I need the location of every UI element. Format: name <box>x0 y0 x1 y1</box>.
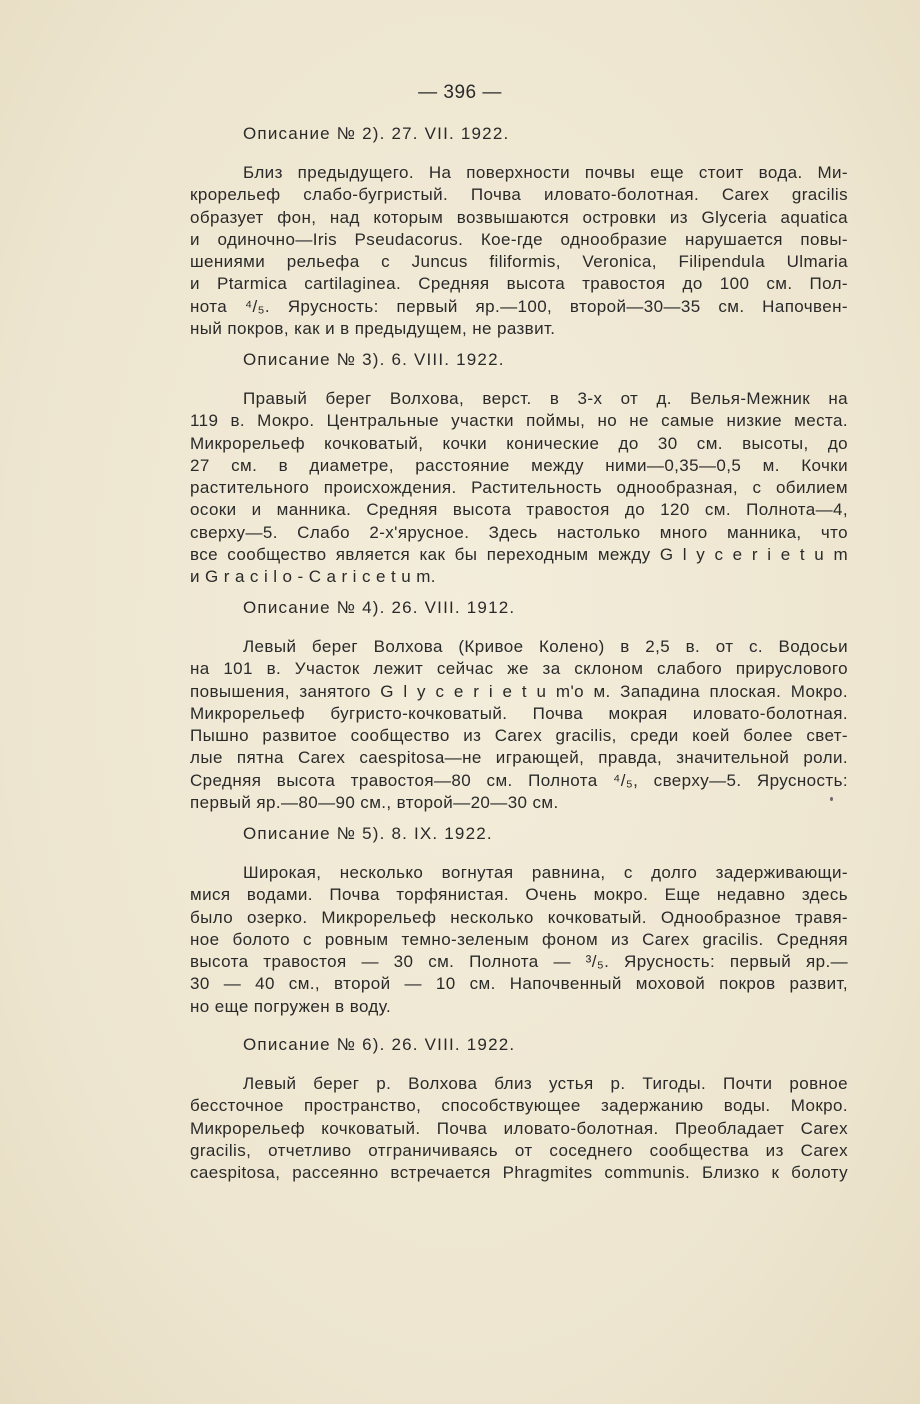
print-speck <box>830 797 833 801</box>
paragraph-line: gracilis, отчетливо отграничиваясь от соседнего сообщества из Carex <box>190 1140 848 1160</box>
entry-paragraph <box>190 1073 848 1184</box>
paragraph-line: Широкая, несколько вогнутая равнина, с долго задерживающи- <box>243 863 848 882</box>
paragraph-line: и G r a c i l o - C a r i c e t u m. <box>190 567 436 587</box>
paragraph-line: Правый берег Волхова, верст. в 3-х от д. Велья-Межник на <box>243 389 848 408</box>
paragraph-line: высота травостоя — 30 см. Полнота — ³/₅. Ярусность: первый яр.— <box>190 952 848 972</box>
paragraph-line: крорельеф слабо-бугристый. Почва иловато-болотная. Carex gracilis <box>190 185 848 205</box>
paragraph-line: и одиночно—Iris Pseudacorus. Кое-где однообразие нарушается повы- <box>190 229 848 249</box>
paragraph-line: бессточное пространство, способствующее задержанию воды. Мокро. <box>190 1096 848 1116</box>
paragraph-line: мися водами. Почва торфянистая. Очень мокро. Еще недавно здесь <box>190 885 848 905</box>
paragraph-line: Микрорельеф кочковатый. Почва иловато-болотная. Преобладает Carex <box>190 1118 848 1138</box>
paragraph-line: было озерко. Микрорельеф несколько кочковатый. Однообразное травя- <box>190 907 848 927</box>
paragraph-line: ное болото с ровным темно-зеленым фоном из Carex gracilis. Средняя <box>190 929 848 949</box>
paragraph-line: осоки и манника. Средняя высота травостоя до 120 см. Полнота—4, <box>190 500 848 520</box>
entry-heading: Описание № 2). 27. VII. 1922. <box>243 124 510 143</box>
paragraph-line: но еще погружен в воду. <box>190 996 392 1016</box>
entry-paragraph <box>190 162 848 340</box>
paragraph-line: образует фон, над которым возвышаются островки из Glyceria aquatica <box>190 207 848 227</box>
paragraph-line: caespitosa, рассеянно встречается Phragmites communis. Близко к болоту <box>190 1163 848 1183</box>
paragraph-line: 119 в. Мокро. Центральные участки поймы, но не самые низкие места. <box>190 411 848 431</box>
entry-paragraph <box>190 636 848 814</box>
paragraph-line: шениями рельефа с Juncus filiformis, Veronica, Filipendula Ulmaria <box>190 252 848 272</box>
paragraph-line: повышения, занятого G l y c e r i e t u m'о м. Западина плоская. Мокро. <box>190 681 848 701</box>
paragraph-line: на 101 в. Участок лежит сейчас же за склоном слабого прируслового <box>190 659 848 679</box>
paragraph-line: Пышно развитое сообщество из Carex gracilis, среди коей более свет- <box>190 726 848 746</box>
entry-paragraph <box>190 388 848 589</box>
paragraph-line: лые пятна Carex caespitosa—не играющей, правда, значительной роли. <box>190 748 848 768</box>
paragraph-line: Левый берег Волхова (Кривое Колено) в 2,5 в. от с. Водосьи <box>243 637 848 656</box>
paragraph-line: первый яр.—80—90 см., второй—20—30 см. <box>190 793 559 813</box>
paragraph-line: нота ⁴/₅. Ярусность: первый яр.—100, второй—30—35 см. Напочвен- <box>190 296 848 316</box>
paragraph-line: 30 — 40 см., второй — 10 см. Напочвенный моховой покров развит, <box>190 974 848 994</box>
paragraph-line: Левый берег р. Волхова близ устья р. Тигоды. Почти ровное <box>243 1074 848 1093</box>
entry-paragraph <box>190 862 848 1018</box>
paragraph-line: ный покров, как и в предыдущем, не развит. <box>190 319 556 339</box>
paragraph-line: все сообщество является как бы переходным между G l y c e r i e t u m <box>190 545 848 565</box>
entry-heading: Описание № 4). 26. VIII. 1912. <box>243 598 516 617</box>
paragraph-line: Микрорельеф бугристо-кочковатый. Почва мокрая иловато-болотная. <box>190 703 848 723</box>
paragraph-line: растительного происхождения. Растительность однообразная, с обилием <box>190 478 848 498</box>
paragraph-line: сверху—5. Слабо 2-х'ярусное. Здесь настолько много манника, что <box>190 522 848 542</box>
paragraph-line: Микрорельеф кочковатый, кочки конические до 30 см. высоты, до <box>190 433 848 453</box>
entry-heading: Описание № 5). 8. IX. 1922. <box>243 824 493 843</box>
paragraph-line: и Ptarmica cartilaginea. Средняя высота травостоя до 100 см. Пол- <box>190 274 848 294</box>
paragraph-line: Близ предыдущего. На поверхности почвы еще стоит вода. Ми- <box>243 163 848 182</box>
entry-heading: Описание № 6). 26. VIII. 1922. <box>243 1035 516 1054</box>
entry-heading: Описание № 3). 6. VIII. 1922. <box>243 350 505 369</box>
page-number: — 396 — <box>418 82 502 103</box>
paragraph-line: Средняя высота травостоя—80 см. Полнота ⁴/₅, сверху—5. Ярусность: <box>190 770 848 790</box>
paragraph-line: 27 см. в диаметре, расстояние между ними—0,35—0,5 м. Кочки <box>190 455 848 475</box>
